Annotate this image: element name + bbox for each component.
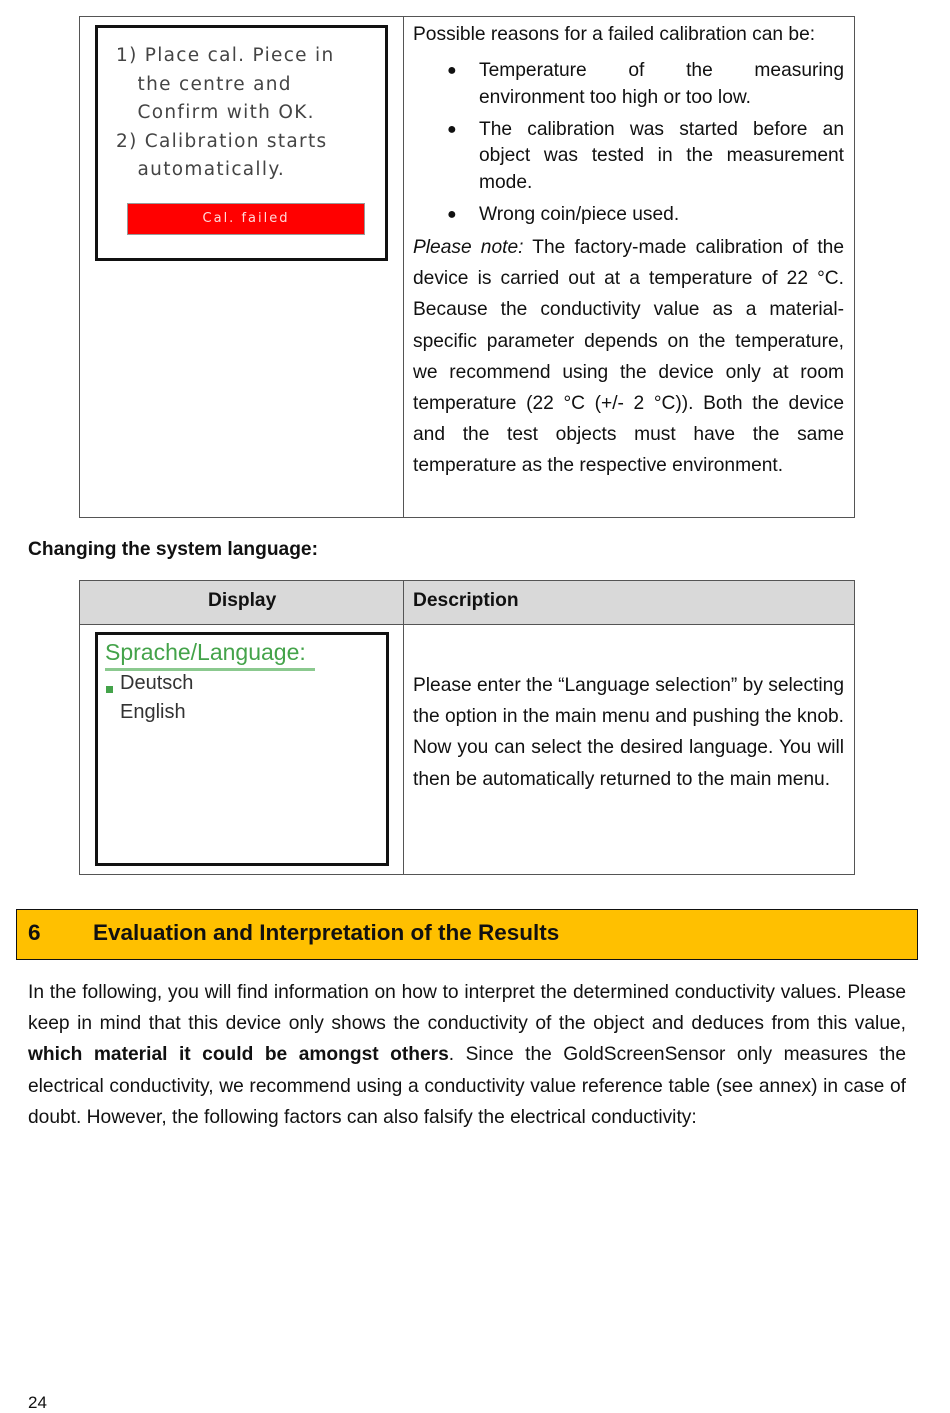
chapter-title: Evaluation and Interpretation of the Results	[93, 920, 560, 945]
language-menu-title: Sprache/Language:	[105, 639, 306, 665]
device-display-calibration	[95, 25, 388, 261]
reason-text: The calibration was started before an object was tested in the measurement mode.	[479, 118, 844, 193]
bullet-icon: ●	[447, 62, 457, 79]
language-option-english: English	[120, 701, 186, 723]
column-divider	[403, 17, 404, 517]
display-line: automatically.	[116, 159, 286, 181]
device-display-language	[95, 632, 389, 866]
column-header-display: Display	[208, 590, 277, 611]
selection-marker-icon	[106, 686, 113, 693]
column-header-description: Description	[413, 590, 519, 611]
calibration-note	[413, 232, 844, 482]
page-number: 24	[28, 1393, 47, 1412]
column-divider	[403, 581, 404, 874]
reason-text: Temperature of the measuring environment too high or too low.	[479, 60, 844, 108]
display-line: 1) Place cal. Piece in	[116, 45, 335, 66]
body-emphasis: which material it could be amongst others	[28, 1044, 449, 1066]
language-description: Please enter the “Language selection” by selecting the option in the main menu and pushing the knob. Now you can select the desired language. You will then be automatically returned to the main menu.	[413, 675, 844, 790]
bullet-icon: ●	[447, 120, 457, 138]
list-item	[413, 58, 844, 111]
list-item	[413, 202, 844, 229]
chapter-heading	[16, 909, 918, 960]
reason-text: Wrong coin/piece used.	[479, 203, 680, 225]
language-option-deutsch: Deutsch	[120, 672, 194, 694]
failure-reasons-intro: Possible reasons for a failed calibration can be:	[413, 24, 816, 45]
chapter-number: 6	[28, 920, 41, 945]
cal-failed-status-bar: Cal. failed	[127, 203, 365, 235]
display-instructions	[116, 42, 335, 185]
body-text: In the following, you will find information on how to interpret the determined conductivity values. Please keep in mind that this device only shows the conductivity of the object and deduces from this value,	[28, 982, 906, 1035]
body-paragraph	[28, 977, 906, 1133]
failure-reasons-list	[413, 58, 844, 234]
title-underline	[105, 668, 315, 671]
display-line: 2) Calibration starts	[116, 130, 328, 152]
note-text: The factory-made calibration of the device is carried out at a temperature of 22 °C. Because the conductivity value as a material-specific parameter depends on the temperature, we recommend using the device only at room temperature (22 °C (+/- 2 °C)). Both the device and the test objects must have the same temperature as the respective environment.	[413, 237, 844, 477]
note-label: Please note:	[413, 237, 524, 258]
display-line: Confirm with OK.	[116, 102, 315, 124]
list-item	[413, 117, 844, 197]
display-line: the centre and	[116, 73, 292, 95]
body-text: . Since the GoldScreenSensor only measures the electrical conductivity, we recommend using a conductivity value reference table (see annex) in case of doubt. However, the following factors can also falsify the electrical conductivity:	[28, 1044, 906, 1128]
section-heading: Changing the system language:	[28, 539, 318, 560]
bullet-icon: ●	[447, 205, 457, 223]
